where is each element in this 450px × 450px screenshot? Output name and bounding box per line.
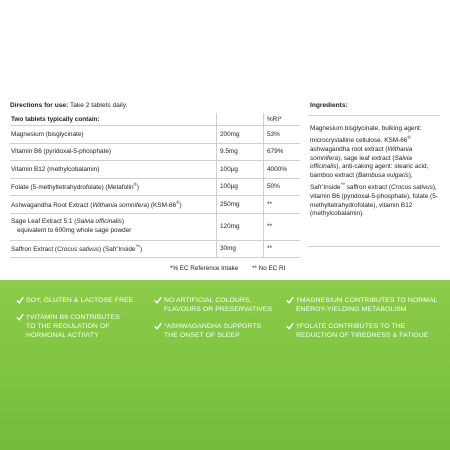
ingredients-title: Ingredients: bbox=[310, 102, 348, 109]
claim-line: THE ONSET OF SLEEP bbox=[164, 332, 240, 339]
row-amount: 30mg bbox=[217, 240, 264, 258]
latin-name: Crocus sativus bbox=[391, 184, 433, 192]
row-ri: 4000% bbox=[264, 161, 301, 179]
footnote-no-ri: ** No EC RI bbox=[252, 265, 286, 272]
row-amount: 120mg bbox=[217, 213, 264, 240]
table-header-row bbox=[10, 113, 300, 126]
claim-line: REDUCTION OF TIREDNESS & FATIGUE bbox=[296, 332, 429, 339]
claim-ashwagandha bbox=[164, 322, 261, 340]
ingredients-fragment: ), Safr’Inside bbox=[310, 172, 413, 192]
directions-for-use bbox=[10, 102, 127, 109]
row-name-text: ) bbox=[121, 218, 124, 225]
row-name: Magnesium (bisglycinate) bbox=[10, 126, 217, 144]
claim-line: TO THE REGULATION OF bbox=[26, 323, 110, 330]
latin-name: Salvia officinalis bbox=[310, 154, 412, 171]
row-name: Vitamin B6 (pyridoxal-5-phosphate) bbox=[10, 143, 217, 161]
ingredients-text bbox=[310, 125, 440, 219]
header-contents: Two tablets typically contain: bbox=[10, 113, 217, 126]
table-row bbox=[10, 161, 300, 179]
row-ri: ** bbox=[264, 213, 301, 240]
row-name-subline: equivalent to 600mg whole sage powder bbox=[17, 226, 132, 234]
row-name-text: ) (Safr’Inside bbox=[98, 246, 136, 254]
row-name-text: ) bbox=[136, 184, 140, 192]
table-row bbox=[10, 240, 300, 258]
row-name-text: Sage Leaf Extract 5:1 ( bbox=[11, 218, 77, 225]
table-row bbox=[10, 178, 300, 196]
header-ri: %RI* bbox=[264, 113, 301, 126]
row-ri: ** bbox=[264, 196, 301, 214]
claim-folate bbox=[296, 322, 428, 340]
directions-label: Directions for use: bbox=[10, 102, 69, 109]
check-icon bbox=[16, 296, 24, 304]
registered-mark: ® bbox=[176, 199, 180, 205]
row-name bbox=[10, 240, 217, 258]
row-amount: 100µg bbox=[217, 178, 264, 196]
claim-vitamin-b6 bbox=[26, 313, 120, 340]
latin-name: Salvia officinalis bbox=[76, 218, 122, 225]
claim-line: HORMONAL ACTIVITY bbox=[26, 332, 99, 339]
top-banner bbox=[0, 0, 450, 72]
mark-symbol: ® bbox=[407, 134, 411, 140]
trademark-mark: ™ bbox=[135, 244, 140, 250]
claim-no-artificial bbox=[164, 296, 272, 314]
header-amount bbox=[217, 113, 264, 126]
check-icon bbox=[286, 296, 294, 304]
ingredients-fragment: ashwagandha root extract ( bbox=[310, 145, 388, 153]
table-row bbox=[10, 143, 300, 161]
claim-free-from bbox=[26, 296, 133, 305]
row-ri: 53% bbox=[264, 126, 301, 144]
row-name-text: ) bbox=[179, 201, 182, 209]
latin-name: Crocus sativus bbox=[57, 246, 99, 254]
claim-line: †MAGNESIUM CONTRIBUTES TO NORMAL bbox=[296, 297, 438, 304]
claim-line: FLAVOURS OR PRESERVATIVES bbox=[164, 306, 273, 313]
directions-text: Take 2 tablets daily. bbox=[68, 102, 128, 109]
footnote-ri: *% EC Reference Intake bbox=[170, 265, 239, 272]
table-row bbox=[10, 213, 300, 240]
nutrition-table bbox=[10, 113, 300, 258]
row-name-text: ) (KSM-66 bbox=[147, 201, 177, 209]
ingredients-fragment: ), sage leaf extract ( bbox=[338, 154, 395, 162]
row-name bbox=[10, 213, 217, 240]
row-ri: 50% bbox=[264, 178, 301, 196]
row-amount: 9.5mg bbox=[217, 143, 264, 161]
check-icon bbox=[286, 322, 294, 330]
row-amount: 250mg bbox=[217, 196, 264, 214]
check-icon bbox=[154, 322, 162, 330]
claim-line: *ASHWAGANDHA SUPPORTS bbox=[164, 323, 262, 330]
registered-mark: ® bbox=[133, 182, 137, 188]
row-name-text: Folate (5-methyltetrahydrofolate) (Metafolin bbox=[11, 184, 134, 192]
row-ri: 679% bbox=[264, 143, 301, 161]
ingredients-fragment: ), vitamin B6 (pyridoxal-5-phosphate), folate (5-methyltetrahydrofolate), vitamin B12 (methylcobalamin). bbox=[310, 184, 438, 218]
row-name-text: Ashwagandha Root Extract ( bbox=[11, 201, 93, 209]
row-name: Vitamin B12 (methylcobalamin) bbox=[10, 161, 217, 179]
ingredients-fragment: ), anti-caking agent: stearic acid, bamboo extract ( bbox=[310, 163, 429, 180]
latin-name: Withania somnifera bbox=[92, 201, 148, 209]
row-name bbox=[10, 178, 217, 196]
claim-line: SOY, GLUTEN & LACTOSE FREE bbox=[26, 297, 134, 304]
ingredients-fragment: Magnesium bisglycinate, bulking agent: microcrystalline cellulose, KSM-66 bbox=[310, 125, 422, 144]
claim-line: †FOLATE CONTRIBUTES TO THE bbox=[296, 323, 406, 330]
latin-name: Withania somnifera bbox=[310, 145, 413, 162]
claim-line: ENERGY-YIELDING METABOLISM bbox=[296, 306, 407, 313]
claim-line: NO ARTIFICIAL COLOURS, bbox=[164, 297, 252, 304]
row-name-text: ) bbox=[139, 246, 143, 254]
latin-name: Bambusa vulgaris bbox=[357, 172, 409, 180]
check-icon bbox=[16, 313, 24, 321]
table-row bbox=[10, 126, 300, 144]
claim-magnesium bbox=[296, 296, 438, 314]
row-amount: 100µg bbox=[217, 161, 264, 179]
mark-symbol: ™ bbox=[340, 181, 345, 187]
table-row bbox=[10, 196, 300, 214]
row-name-text: Saffron Extract ( bbox=[11, 246, 58, 254]
row-ri: ** bbox=[264, 240, 301, 258]
row-amount: 200mg bbox=[217, 126, 264, 144]
check-icon bbox=[154, 296, 162, 304]
ingredients-fragment: saffron extract ( bbox=[344, 184, 391, 192]
claim-line: †VITAMIN B6 CONTRIBUTES bbox=[26, 314, 120, 321]
row-name bbox=[10, 196, 217, 214]
